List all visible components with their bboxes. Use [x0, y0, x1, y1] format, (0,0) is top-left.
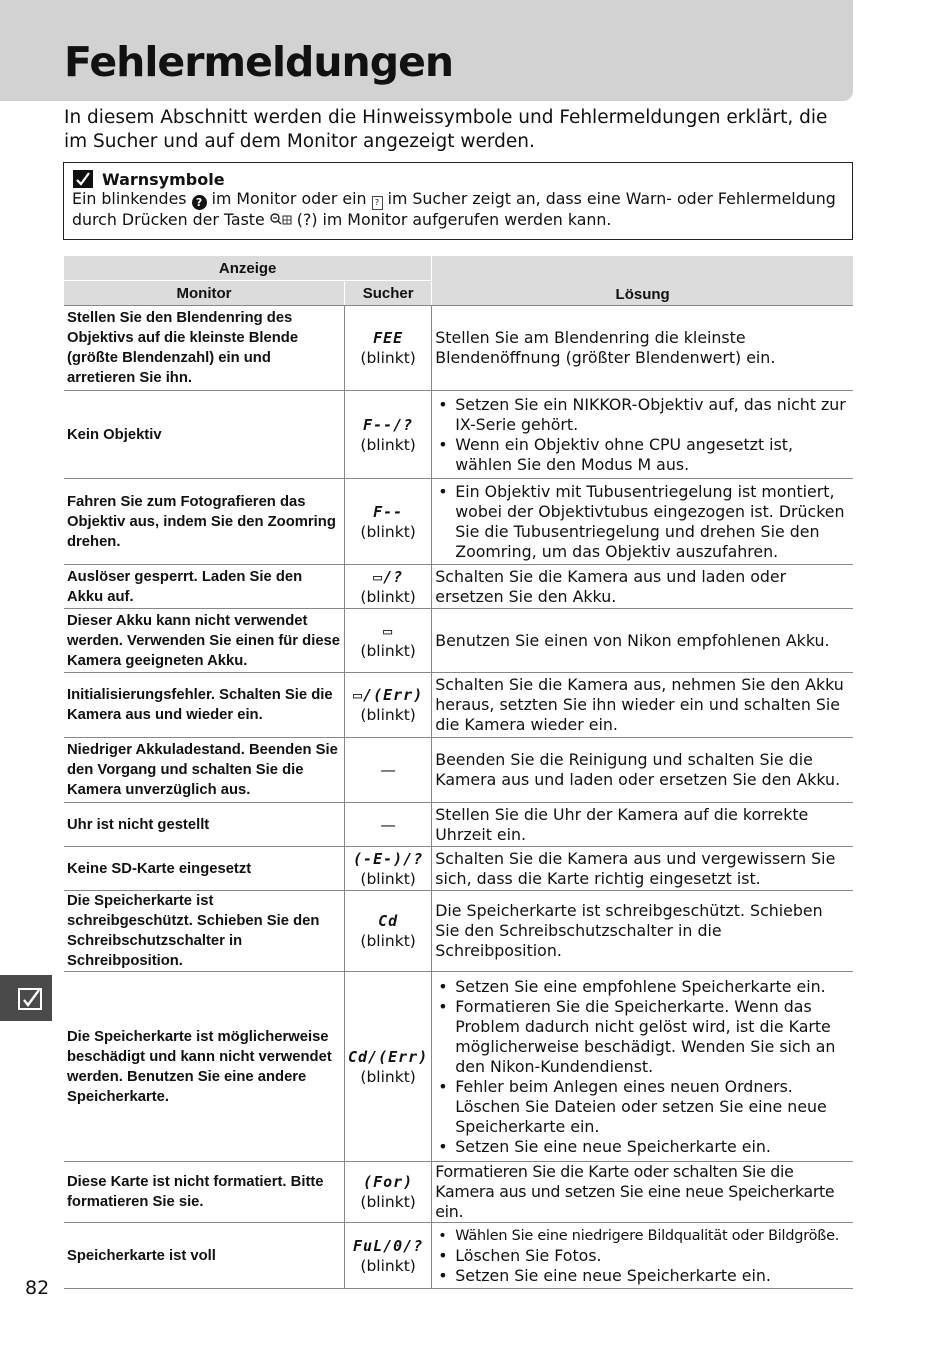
- list-item: • Fehler beim Anlegen eines neuen Ordners. Löschen Sie Dateien oder setzen Sie eine neue Speicherkarte ein.: [435, 1077, 850, 1137]
- table-row: [64, 479, 853, 565]
- monitor-cell: Initialisierungsfehler. Schalten Sie die Kamera aus und wieder ein.: [64, 673, 345, 738]
- list-item: • Setzen Sie ein NIKKOR-Objektiv auf, das nicht zur IX-Serie gehört.: [435, 395, 850, 435]
- loesung-cell: Stellen Sie die Uhr der Kamera auf die korrekte Uhrzeit ein.: [432, 803, 853, 847]
- loesung-cell: Die Speicherkarte ist schreibgeschützt. Schieben Sie den Schreibschutzschalter in die Schreibposition.: [432, 891, 853, 972]
- sucher-cell: FEE (blinkt): [345, 306, 432, 391]
- viewfinder-question-icon: ?: [372, 196, 383, 210]
- loesung-cell: Benutzen Sie einen von Nikon empfohlenen Akku.: [432, 609, 853, 673]
- list-item: • Setzen Sie eine empfohlene Speicherkarte ein.: [435, 977, 850, 997]
- monitor-cell: Niedriger Akkuladestand. Beenden Sie den Vorgang und schalten Sie die Kamera unverzüglich aus.: [64, 738, 345, 803]
- question-circle-icon: ?: [192, 195, 207, 210]
- header-loesung: Lösung: [432, 256, 853, 306]
- table-row: [64, 891, 853, 972]
- zoom-out-thumbnail-icon: [270, 210, 297, 229]
- monitor-cell: Diese Karte ist nicht formatiert. Bitte formatieren Sie sie.: [64, 1162, 345, 1223]
- note-body: Ein blinkendes ? im Monitor oder ein ? im Sucher zeigt an, dass eine Warn- oder Fehlermeldung durch Drücken der Taste (?) im Monitor aufgerufen werden kann.: [72, 189, 836, 229]
- monitor-cell: Uhr ist nicht gestellt: [64, 803, 345, 847]
- table-row: [64, 803, 853, 847]
- sucher-cell: ▭/? (blinkt): [345, 565, 432, 609]
- pencil-check-icon: [72, 169, 94, 189]
- note-heading: Warnsymbole: [102, 169, 225, 189]
- error-table: [64, 256, 853, 1289]
- loesung-cell: Schalten Sie die Kamera aus und laden oder ersetzen Sie den Akku.: [432, 565, 853, 609]
- warning-note-box: [63, 162, 853, 240]
- sucher-cell: —: [345, 803, 432, 847]
- loesung-cell: Formatieren Sie die Karte oder schalten Sie die Kamera aus und setzen Sie eine neue Speicherkarte ein.: [432, 1162, 853, 1223]
- intro-text: In diesem Abschnitt werden die Hinweissymbole und Fehlermeldungen erklärt, die im Sucher und auf dem Monitor angezeigt werden.: [64, 107, 828, 152]
- monitor-cell: Keine SD-Karte eingesetzt: [64, 847, 345, 891]
- sucher-cell: (For) (blinkt): [345, 1162, 432, 1223]
- page-number: 82: [25, 1277, 50, 1299]
- chapter-tab: [0, 975, 52, 1021]
- monitor-cell: Dieser Akku kann nicht verwendet werden. Verwenden Sie einen für diese Kamera geeigneten Akku.: [64, 609, 345, 673]
- loesung-cell: Stellen Sie am Blendenring die kleinste Blendenöffnung (größter Blendenwert) ein.: [432, 306, 853, 391]
- sucher-cell: F--/? (blinkt): [345, 391, 432, 479]
- table-row: [64, 972, 853, 1162]
- sucher-cell: ▭ (blinkt): [345, 609, 432, 673]
- pencil-check-icon: [18, 987, 44, 1015]
- monitor-cell: Die Speicherkarte ist schreibgeschützt. Schieben Sie den Schreibschutzschalter in Schreibposition.: [64, 891, 345, 972]
- sucher-cell: —: [345, 738, 432, 803]
- loesung-cell: Schalten Sie die Kamera aus und vergewissern Sie sich, dass die Karte richtig eingesetzt ist.: [432, 847, 853, 891]
- list-item: • Setzen Sie eine neue Speicherkarte ein.: [435, 1266, 850, 1286]
- loesung-cell: [432, 972, 853, 1162]
- header-monitor: Monitor: [64, 281, 345, 306]
- table-row: [64, 391, 853, 479]
- table-row: [64, 565, 853, 609]
- note-heading-row: [72, 169, 844, 189]
- sucher-cell: FuL/0/? (blinkt): [345, 1223, 432, 1289]
- monitor-cell: Speicherkarte ist voll: [64, 1223, 345, 1289]
- loesung-cell: [432, 391, 853, 479]
- table-row: [64, 1223, 853, 1289]
- monitor-cell: Fahren Sie zum Fotografieren das Objektiv aus, indem Sie den Zoomring drehen.: [64, 479, 345, 565]
- table-row: [64, 673, 853, 738]
- table-row: [64, 738, 853, 803]
- list-item: • Wählen Sie eine niedrigere Bildqualität oder Bildgröße.: [435, 1226, 850, 1246]
- header-sucher: Sucher: [345, 281, 432, 306]
- monitor-cell: Auslöser gesperrt. Laden Sie den Akku auf.: [64, 565, 345, 609]
- loesung-cell: Beenden Sie die Reinigung und schalten Sie die Kamera aus und laden oder ersetzen Sie den Akku.: [432, 738, 853, 803]
- sucher-cell: ▭/(Err) (blinkt): [345, 673, 432, 738]
- monitor-cell: Kein Objektiv: [64, 391, 345, 479]
- list-item: • Formatieren Sie die Speicherkarte. Wenn das Problem dadurch nicht gelöst wird, ist die Karte möglicherweise beschädigt. Wenden Sie sich an den Nikon-Kundendienst.: [435, 997, 850, 1077]
- loesung-cell: Schalten Sie die Kamera aus, nehmen Sie den Akku heraus, setzten Sie ihn wieder ein und schalten Sie die Kamera wieder ein.: [432, 673, 853, 738]
- list-item: • Löschen Sie Fotos.: [435, 1246, 850, 1266]
- table-row: [64, 1162, 853, 1223]
- page-title: Fehlermeldungen: [64, 38, 454, 86]
- table-row: [64, 609, 853, 673]
- loesung-cell: [432, 479, 853, 565]
- table-row: [64, 847, 853, 891]
- list-item: • Ein Objektiv mit Tubusentriegelung ist montiert, wobei der Objektivtubus eingezogen ist. Drücken Sie die Tubusentriegelung und drehen Sie den Zoomring, um das Objektiv auszufahren.: [435, 482, 850, 562]
- list-item: • Setzen Sie eine neue Speicherkarte ein.: [435, 1137, 850, 1157]
- monitor-cell: Stellen Sie den Blendenring des Objektivs auf die kleinste Blende (größte Blendenzahl) ein und arretieren Sie ihn.: [64, 306, 345, 391]
- sucher-cell: (-E-)/? (blinkt): [345, 847, 432, 891]
- sucher-cell: Cd/(Err) (blinkt): [345, 972, 432, 1162]
- list-item: • Wenn ein Objektiv ohne CPU angesetzt ist, wählen Sie den Modus M aus.: [435, 435, 850, 475]
- loesung-cell: [432, 1223, 853, 1289]
- sucher-cell: Cd (blinkt): [345, 891, 432, 972]
- table-row: [64, 306, 853, 391]
- sucher-cell: F-- (blinkt): [345, 479, 432, 565]
- header-anzeige: Anzeige: [64, 256, 432, 281]
- monitor-cell: Die Speicherkarte ist möglicherweise beschädigt und kann nicht verwendet werden. Benutzen Sie eine andere Speicherkarte.: [64, 972, 345, 1162]
